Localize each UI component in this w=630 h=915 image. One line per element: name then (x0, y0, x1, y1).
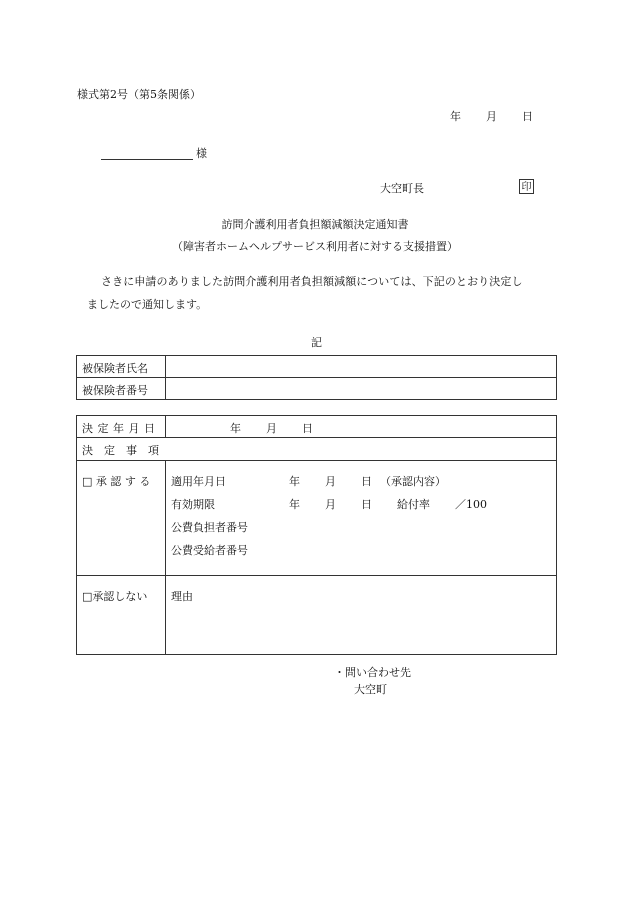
approve-checkbox-label[interactable]: □ 承 認 す る (82, 475, 151, 488)
contact-label: ・問い合わせ先 (334, 666, 411, 679)
decision-date-year: 年 (230, 422, 241, 435)
approval-content-label: （承認内容） (380, 475, 446, 488)
body-line-1: さきに申請のありました訪問介護利用者負担額減額については、下記のとおり決定し (101, 275, 523, 288)
recipient-number-label: 公費受給者番号 (171, 544, 248, 557)
deny-checkbox-label[interactable]: □承認しない (82, 590, 148, 603)
body-line-2: ましたので通知します。 (87, 298, 208, 311)
decision-date-label: 決 定 年 月 日 (82, 422, 156, 435)
insured-number-label: 被保険者番号 (82, 384, 148, 397)
insured-name-field[interactable] (166, 356, 556, 377)
reason-label: 理由 (171, 590, 193, 603)
apply-date-label: 適用年月日 (171, 475, 226, 488)
decision-col-divider-1 (165, 415, 166, 437)
insured-name-label: 被保険者氏名 (82, 362, 148, 375)
benefit-rate-label: 給付率 (397, 498, 430, 511)
apply-month: 月 (325, 475, 336, 488)
decision-col-divider-2 (165, 460, 166, 655)
decision-row-divider-1 (76, 437, 557, 438)
decision-row-divider-3 (76, 575, 557, 576)
decision-date-month: 月 (266, 422, 277, 435)
valid-period-label: 有効期限 (171, 498, 215, 511)
insured-number-field[interactable] (166, 378, 556, 399)
date-year: 年 (450, 110, 461, 123)
valid-month: 月 (325, 498, 336, 511)
decision-items-label: 決 定 事 項 (82, 444, 159, 457)
document-subtitle: （障害者ホームヘルプサービス利用者に対する支援措置） (172, 240, 458, 253)
seal-mark: 印 (519, 179, 534, 194)
ki-heading: 記 (311, 336, 322, 349)
document-title: 訪問介護利用者負担額減額決定通知書 (221, 218, 409, 231)
payer-number-label: 公費負担者番号 (171, 521, 248, 534)
apply-day: 日 (361, 475, 372, 488)
benefit-rate-value: ／100 (455, 498, 487, 511)
issuer-name: 大空町長 (380, 182, 424, 195)
addressee-suffix: 様 (196, 147, 207, 160)
date-month: 月 (486, 110, 497, 123)
form-number: 様式第2号（第5条関係） (77, 88, 201, 101)
addressee-underline (101, 159, 193, 160)
decision-row-divider-2 (76, 460, 557, 461)
valid-year: 年 (289, 498, 300, 511)
valid-day: 日 (361, 498, 372, 511)
apply-year: 年 (289, 475, 300, 488)
date-day: 日 (522, 110, 533, 123)
decision-date-day: 日 (302, 422, 313, 435)
contact-name: 大空町 (354, 683, 387, 696)
